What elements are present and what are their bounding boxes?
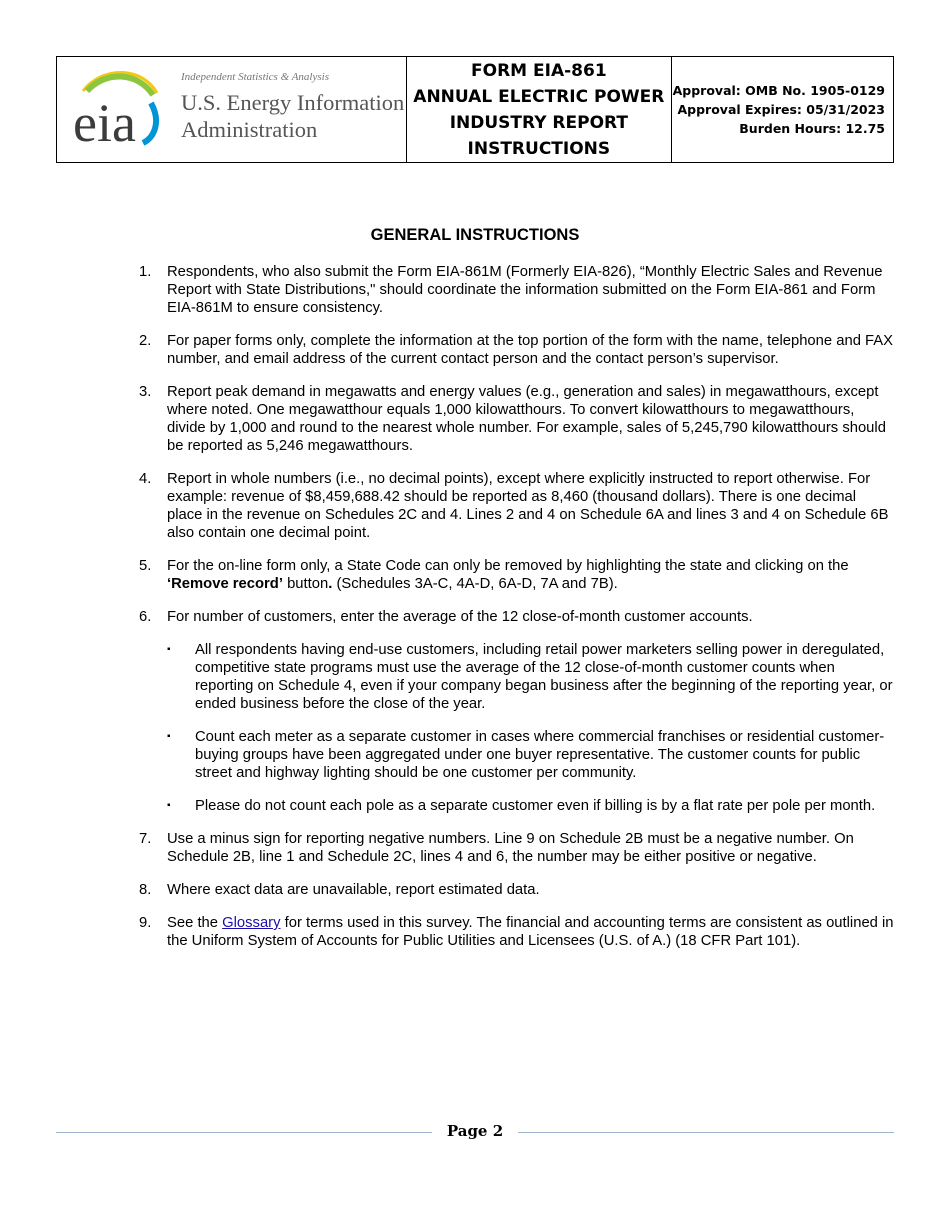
list-item: 5. For the on-line form only, a State Code can only be removed by highlighting the state and clicking on the ‘Remove record’ button. (Schedules 3A-C, 4A-D, 6A-D, 7A and 7B). <box>139 558 849 592</box>
sub-bullet-item: ▪ Count each meter as a separate customer in cases where commercial franchises or residential customer-buying groups have been aggregated under one buyer representative. The customer counts for public street and highway lighting should be one customer per community. <box>167 729 885 781</box>
approval-expiry: Approval Expires: 05/31/2023 <box>677 102 885 117</box>
eia-wordmark: eia <box>73 93 136 153</box>
square-bullet-icon: ▪ <box>167 731 171 742</box>
list-item: 9. See the Glossary for terms used in this survey. The financial and accounting terms are consistent as outlined in the Uniform System of Accounts for Public Utilities and Licensees (U.S. of A.) (18 CFR Part 101). <box>139 915 894 949</box>
page-heading: GENERAL INSTRUCTIONS <box>370 226 580 244</box>
sub-bullet-item: ▪ Please do not count each pole as a separate customer even if billing is by a flat rate per pole per month. <box>167 798 876 814</box>
logo-tagline: Independent Statistics & Analysis <box>181 71 329 83</box>
logo-agency-name: U.S. Energy Information Administration <box>181 90 405 142</box>
page-footer <box>56 1122 894 1142</box>
remove-record-label: ‘Remove record’ <box>167 576 283 592</box>
list-item: 7. Use a minus sign for reporting negative numbers. Line 9 on Schedule 2B must be a negative number. On Schedule 2B, line 1 and Schedule 2C, lines 4 and 6, the number may be either positive or negative. <box>139 831 854 865</box>
eia-logo <box>57 57 407 162</box>
page-number: Page 2 <box>446 1122 504 1140</box>
form-title: FORM EIA-861 ANNUAL ELECTRIC POWER INDUSTRY REPORT INSTRUCTIONS <box>407 57 671 162</box>
form-header <box>56 56 894 163</box>
eia-logo-mark <box>71 63 161 153</box>
burden-hours: Burden Hours: 12.75 <box>739 121 885 136</box>
sub-bullet-item: ▪ All respondents having end-use customers, including retail power marketers selling power in deregulated, competitive state programs must use the average of the 12 close-of-month customer counts when reporting on Schedule 4, even if your company began business after the beginning of the reporting year, or ended business before the close of the year. <box>167 642 893 712</box>
list-item: 8. Where exact data are unavailable, report estimated data. <box>139 882 540 898</box>
approval-info <box>672 57 893 162</box>
list-item: 1. Respondents, who also submit the Form EIA-861M (Formerly EIA-826), “Monthly Electric Sales and Revenue Report with State Distributions," should coordinate the information submitted on the Form EIA-861 and Form EIA-861M to ensure consistency. <box>139 264 883 316</box>
list-item: 3. Report peak demand in megawatts and energy values (e.g., generation and sales) in megawatthours, except where noted. One megawatthour equals 1,000 kilowatthours. To convert kilowatthours to megawatthours, divide by 1,000 and round to the nearest whole number. For example, sales of 5,245,790 kilowatthours should be reported as 5,246 megawatthours. <box>139 384 886 454</box>
footer-rule-left <box>56 1132 432 1133</box>
instructions-list <box>139 263 894 965</box>
square-bullet-icon: ▪ <box>167 800 171 811</box>
glossary-link[interactable]: Glossary <box>222 915 281 931</box>
list-item: 6. For number of customers, enter the average of the 12 close-of-month customer accounts. ▪ All respondents having end-use customers, including retail power marketers selling power in deregulated, competitive state programs must use the average of the 12 close-of-month customer counts when reporting on Schedule 4, even if your company began business after the beginning of the reporting year, or ended business before the close of the year. ▪ Count each meter as a separate customer in cases where commercial franchises or residential customer-buying groups have been aggregated under one buyer representative. The customer counts for public street and highway lighting should be one customer per community. ▪ Please do not count each pole as a separate customer even if billing is by a flat rate per pole per month. <box>139 609 893 814</box>
list-item: 2. For paper forms only, complete the information at the top portion of the form with the name, telephone and FAX number, and email address of the current contact person and the contact person’s supervisor. <box>139 333 893 367</box>
footer-rule-right <box>518 1132 894 1133</box>
square-bullet-icon: ▪ <box>167 644 171 655</box>
omb-number: Approval: OMB No. 1905-0129 <box>672 83 885 98</box>
list-item: 4. Report in whole numbers (i.e., no decimal points), except where explicitly instructed to report otherwise. For example: revenue of $8,459,688.42 should be reported as 8,460 (thousand dollars). There is one decimal place in the revenue on Schedules 2C and 4. Lines 2 and 4 on Schedule 6A and lines 3 and 4 on Schedule 6B also contain one decimal point. <box>139 471 889 541</box>
